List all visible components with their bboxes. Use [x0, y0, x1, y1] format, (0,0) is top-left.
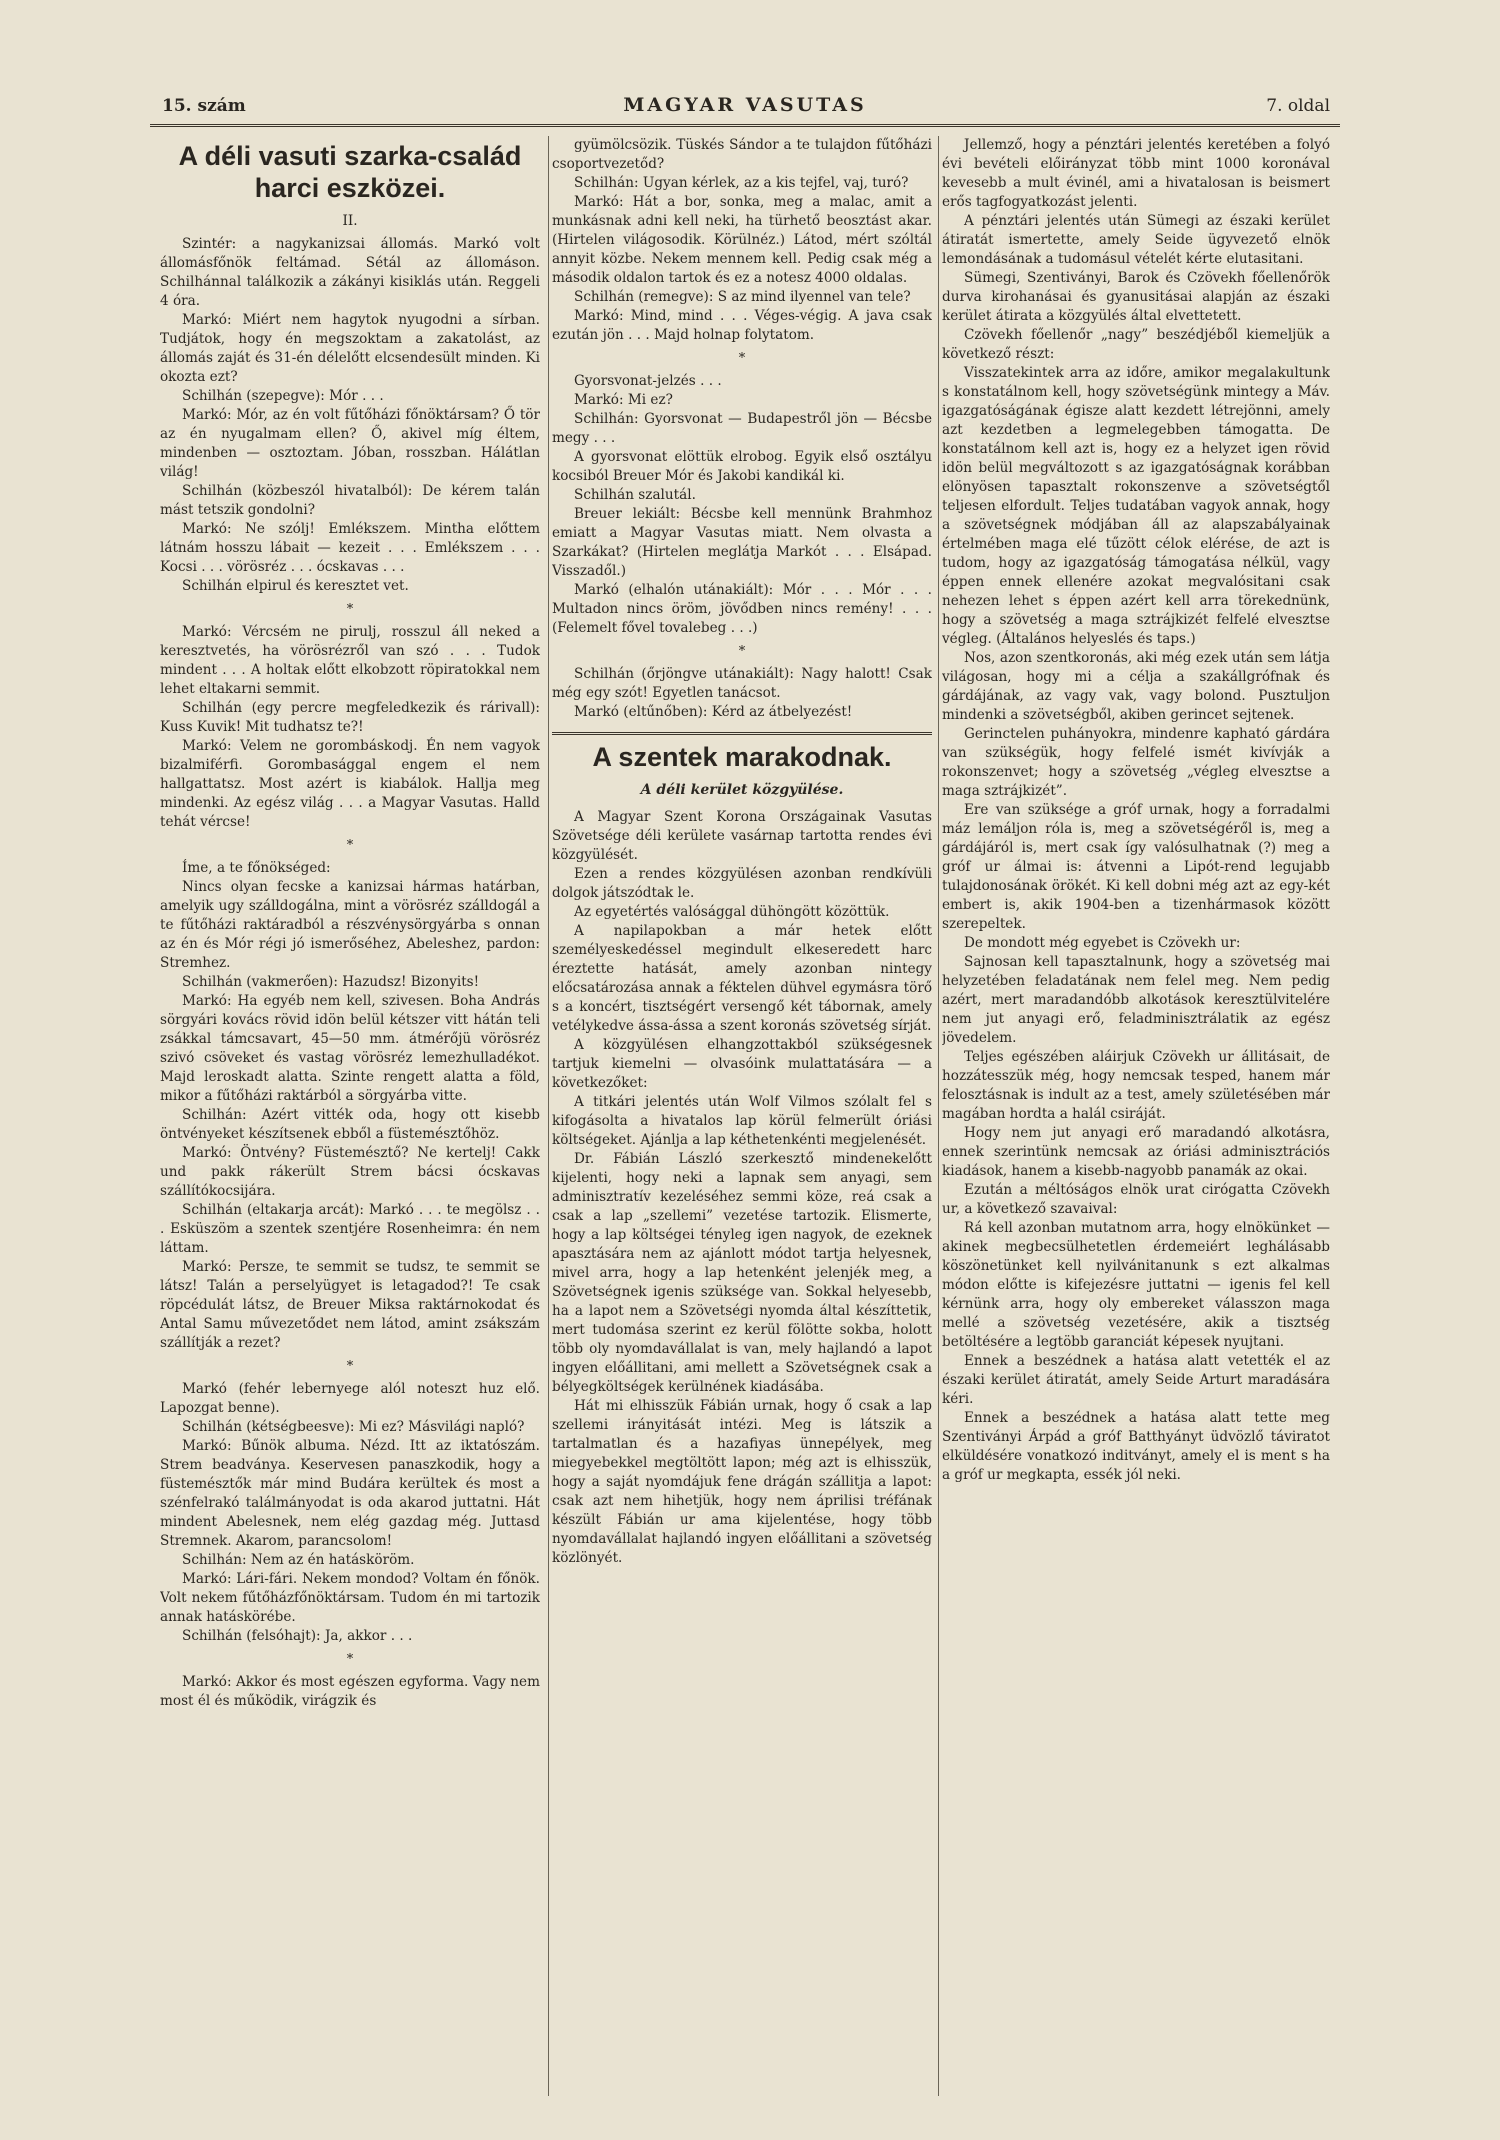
paragraph: Dr. Fábián László szerkesztő mindenekelőtt kijelenti, hogy neki a lapnak sem anyagi, sem adminisztratív kezeléséhez semmi köze, reá csak a csak a lap „szellemi” vezetése tartozik. Elismerte, hogy a lap költségei tényleg igen nagyok, de ezeknek apasztására nem az ajánlott módot tartja helyesnek, mivel arra, hogy a lap hetenként jelenjék meg, a Szövetségnek igenis szüksége van. Sokkal helyesebb, ha a lapot nem a Szövetségi nyomda által készíttetik, mert tudomása szerint ez kerül fölötte sokba, holott több oly nyomdavállalat is van, mely hajlandó a lapot ingyen előállitani, ami mellett a Szövetségnek csak a bélyegköltségek kerülnének kiadásába.	[552, 1151, 932, 1395]
paragraph: A pénztári jelentés után Sümegi az északi kerület átiratát ismertette, amely Seide ügyvezető elnök lemondásának a tudomásul vételét kérte elutasitani.	[942, 213, 1330, 267]
paragraph: Visszatekintek arra az időre, amikor megalakultunk s konstatálnom kell, hogy szövetségünk mintegy a Máv. igazgatóságának égisze alatt kezdett létrejönni, amely azt kezdetben a legmelegebben támogatta. De konstatálnom kell azt is, hogy ez a helyzet igen rövid idön belül megváltozott s az igazgatóságnak korábban elönyösen tapasztalt rokonszenve a szövetségtől teljesen elfordult. Teljes tudatában vagyok annak, hogy a szövetségnek módjában áll az alapszabályainak értelmében maga elé tűzött célok elérése, de azt is tudom, hogy az igazgatóság támogatása nélkül, vagy éppen ennek ellenére azokat megvalósitani csak nehezen lehet s éppen azért kell arra törekednünk, hogy a szövetség a maga sztrájkizét felfelé elvesztse végleg. (Általános helyeslés és taps.)	[942, 365, 1330, 647]
issue-number: 15. szám	[162, 96, 246, 116]
paragraph: Az egyetértés valósággal dühöngött közöttük.	[574, 904, 890, 920]
section-star: *	[346, 1652, 354, 1667]
paragraph: Ere van szüksége a gróf urnak, hogy a forradalmi máz lemáljon róla is, meg a szövetségéről is, meg a gárdájáról is, mert csak így valósulhatnak (?) meg a gróf ur álmai is: átvenni a Lipót-rend legujabb tulajdonosának örökét. Ki kell dobni még azt az egy-két embert is, akik 1904-ben a tizenhármasok között szerepeltek.	[942, 802, 1330, 932]
page-header	[150, 90, 1340, 127]
article-2-body	[552, 808, 932, 1568]
article-1-body	[160, 235, 540, 1711]
paragraph: Schilhán: Gyorsvonat — Budapestről jön — Bécsbe megy . . .	[552, 411, 932, 446]
paragraph: Schilhán (egy percre megfeledkezik és rárivall): Kuss Kuvik! Mit tudhatsz te?!	[160, 700, 540, 735]
paragraph: Markó: Vércsém ne pirulj, rosszul áll neked a keresztvetés, ha vörösrézről van szó . . . Tudok mindent . . . A holtak előtt elkobzott röpiratokkal nem lehet eltakarni semmit.	[160, 624, 540, 697]
paragraph: Breuer lekiált: Bécsbe kell mennünk Brahmhoz emiatt a Magyar Vasutas miatt. Nem olvasta a Szarkákat? (Hirtelen meglátja Markót . . . Elsápad. Visszadől.)	[552, 506, 932, 579]
paragraph: Markó: Ne szólj! Emlékszem. Mintha előttem látnám hosszu lábait — kezeit . . . Emlékszem . . . Kocsi . . . vörösréz . . . ócskavas . . .	[160, 521, 540, 575]
paragraph: Sümegi, Szentiványi, Barok és Czövekh főellenőrök durva kirohanásai és gyanusitásai alapján az északi kerület átirata a közgyülés által elvettetett.	[942, 270, 1330, 324]
paragraph: Schilhán: Ugyan kérlek, az a kis tejfel, vaj, turó?	[574, 175, 909, 191]
paragraph: Markó (fehér lebernyege alól noteszt huz elő. Lapozgat benne).	[160, 1381, 540, 1416]
paragraph: Sajnosan kell tapasztalnunk, hogy a szövetség mai helyzetében feladatának nem felel meg. Nem pedig azért, mert maradandóbb alkotások keresztülvitelére nem jut anyagi erő, feladminisztrálatik az egész jövedelem.	[942, 954, 1330, 1046]
paragraph: A gyorsvonat elöttük elrobog. Egyik első osztályu kocsiból Breuer Mór és Jakobi kandikál ki.	[552, 449, 932, 484]
paragraph: Schilhán: Azért vitték oda, hogy ott kisebb öntvényeket készítsenek ebből a füstemésztőhöz.	[160, 1107, 540, 1142]
article-1-part: II.	[342, 213, 358, 229]
paragraph: Markó (elhalón utánakiált): Mór . . . Mór . . . Multadon nincs öröm, jövődben nincs remény! . . . (Felemelt fővel tovalebeg . . .)	[552, 582, 932, 636]
article-2-continuation	[942, 136, 1330, 1485]
column-divider	[548, 136, 549, 2096]
section-star: *	[346, 602, 354, 617]
paragraph: Czövekh főellenőr „nagy” beszédjéből kiemeljük a következő részt:	[942, 327, 1330, 362]
paragraph: De mondott még egyebet is Czövekh ur:	[964, 935, 1241, 951]
paragraph: Ezen a rendes közgyülésen azonban rendkívüli dolgok játszódtak le.	[552, 866, 932, 901]
paragraph: gyümölcsözik. Tüskés Sándor a te tulajdon fűtőházi csoportvezetőd?	[552, 137, 932, 172]
column-3	[942, 136, 1330, 2106]
article-2-subtitle: A déli kerület közgyülése.	[640, 782, 844, 798]
paragraph: Rá kell azonban mutatnom arra, hogy elnökünket — akinek megbecsülhetetlen érdemeiért leghálásabb köszönetünket kell nyilvánitanunk s ezt alkalmas módon előtte is kifejezésre juttatni — igenis fel kell kérnünk arra, hogy oly embereket válasszon maga mellé a szövetség vezetésére, akik a tisztség betöltésére a legtöbb garanciát képesek nyujtani.	[942, 1220, 1330, 1350]
paragraph: Gyorsvonat-jelzés . . .	[574, 373, 722, 389]
section-star: *	[738, 351, 746, 366]
paragraph: Schilhán (közbeszól hivatalból): De kérem talán mást tetszik gondolni?	[160, 483, 540, 518]
paragraph: Markó: Velem ne gorombáskodj. Én nem vagyok bizalmiférfi. Gorombasággal engem el nem hallgattatsz. Most azért is kiabálok. Hallja meg mindenki. Az egész világ . . . a Magyar Vasutas. Halld tehát vércse!	[160, 738, 540, 830]
newspaper-page	[150, 90, 1340, 2110]
paragraph: Íme, a te főnökséged:	[182, 860, 331, 876]
paragraph: Markó: Ha egyéb nem kell, szivesen. Boha András sörgyári kovács rövid idön belül kétszer vitt hátán teli zsákkal támcsavart, 45—50 mm. átmérőjü vörösréz szivó csöveket és vastag vörösréz lemezhulladékot. Majd leroskadt alatta. Szinte rengett alatta a föld, mikor a fűtőházi raktárból a sörgyárba vitte.	[160, 993, 540, 1104]
paragraph: Teljes egészében aláirjuk Czövekh ur állitásait, de hozzátesszük még, hogy nemcsak tesped, hanem már felosztásnak is indult az a test, amely születésében már magában hordta a halál csiráját.	[942, 1049, 1330, 1122]
paragraph: Schilhán (szepegve): Mór . . .	[182, 388, 384, 404]
paragraph: Ezután a méltóságos elnök urat cirógatta Czövekh ur, a következő szavaival:	[942, 1182, 1330, 1217]
paragraph: Schilhán: Nem az én hatásköröm.	[182, 1552, 415, 1568]
column-2	[552, 136, 932, 2106]
paragraph: A titkári jelentés után Wolf Vilmos szólalt fel s kifogásolta a hivatalos lap körül felmerült óriási költségeket. Ajánlja a lap kéthetenkénti megjelenését.	[552, 1094, 932, 1148]
column-1	[160, 136, 540, 2106]
paragraph: Schilhán (kétségbeesve): Mi ez? Másvilági napló?	[182, 1419, 525, 1435]
paragraph: Ennek a beszédnek a hatása alatt vetették el az északi kerület átiratát, amely Seide Arturt maradására kéri.	[942, 1353, 1330, 1407]
paragraph: Hát mi elhisszük Fábián urnak, hogy ő csak a lap szellemi irányitását intézi. Meg is látszik a tartalmatlan és a hazafiyas ünnepélyek, meg miegyebekkel megtöltött lapon; még azt is elhisszük, hogy a saját nyomdájuk fene drágán szállitja a lapot: csak azt nem hihetjük, hogy nem áprilisi tréfának készült Fábián ur ama kijelentése, hogy több nyomdavállalat hajlandó ingyen előállitani a szövetség közlönyét.	[552, 1398, 932, 1566]
article-separator	[552, 732, 932, 735]
paragraph: Nincs olyan fecske a kanizsai hármas határban, amelyik ugy szálldogálna, mint a vörösréz szálldogál a te fűtőházi raktáradból a részvénysörgyárba s onnan az én és Mór régi jó ismerőséhez, Abeleshez, pardon: Stremhez.	[160, 879, 540, 971]
column-divider	[938, 136, 939, 2096]
paragraph: Ennek a beszédnek a hatása alatt tette meg Szentiványi Árpád a gróf Batthyányt üdvözlő táviratot elküldésére vonatkozó inditványt, amely el is ment s ha a gróf ur megkapta, essék jól neki.	[942, 1410, 1330, 1483]
paragraph: Szintér: a nagykanizsai állomás. Markó volt állomásfőnök feltámad. Sétál az állomáson. Schilhánnal találkozik a zákányi kisiklás után. Reggeli 4 óra.	[160, 236, 540, 309]
section-star: *	[346, 838, 354, 853]
paragraph: A közgyülésen elhangzottakból szükségesnek tartjuk kiemelni — olvasóink mulattatására — a következőket:	[552, 1037, 932, 1091]
paragraph: A napilapokban a már hetek előtt személyeskedéssel megindult elkeseredett harc éreztette hatását, amely azonban nintegy előcsatározása annak a féktelen dühvel egymásra törő s a koncért, tisztségért versengő két tábornak, amely vetélykedve ássa-ássa a szent koronás szövetség sírját.	[552, 923, 932, 1034]
section-star: *	[738, 644, 746, 659]
paragraph: Hogy nem jut anyagi erő maradandó alkotásra, ennek szerintünk nemcsak az óriási adminisztrációs kiadások, hanem a kisebb-nagyobb panamák az okai.	[942, 1125, 1330, 1179]
page-number: 7. oldal	[1266, 96, 1330, 116]
article-2-title: A szentek marakodnak.	[592, 742, 892, 772]
paragraph: Schilhán (felsóhajt): Ja, akkor . . .	[182, 1628, 413, 1644]
paragraph: Markó: Mór, az én volt fűtőházi főnöktársam? Ő tör az én nyugalmam ellen? Ő, akivel míg éltem, mindenben — osztoztam. Jóban, rosszban. Hálátlan világ!	[160, 407, 540, 480]
article-1-title: A déli vasuti szarka-család harci eszközei.	[178, 141, 522, 203]
paragraph: Markó: Öntvény? Füstemésztő? Ne kertelj! Cakk und pakk rákerült Strem bácsi ócskavas szállítókocsijára.	[160, 1145, 540, 1199]
paragraph: A Magyar Szent Korona Országainak Vasutas Szövetsége déli kerülete vasárnap tartotta rendes évi közgyülését.	[552, 809, 932, 863]
paragraph: Schilhán (remegve): S az mind ilyennel van tele?	[574, 289, 911, 305]
article-1-continuation	[552, 136, 932, 722]
paragraph: Schilhán (vakmerően): Hazudsz! Bizonyits!	[182, 974, 480, 990]
paragraph: Gerinctelen puhányokra, mindenre kapható gárdára van szükségük, hogy felfelé ismét kivívják a rokonszenvet; hogy a szövetség „végleg elvesztse a maga sztrájkizét”.	[942, 726, 1330, 799]
paragraph: Markó: Bűnök albuma. Nézd. Itt az iktatószám. Strem beadványa. Keservesen panaszkodik, hogy a füstemésztők már mind Budára kerültek és most a szénfelrakó találmányodat is oda akarod juttatni. Hát mindent Abelesnek, nem elég gazdag még. Juttasd Stremnek. Akarom, parancsolom!	[160, 1438, 540, 1549]
paragraph: Markó: Miért nem hagytok nyugodni a sírban. Tudjátok, hogy én megszoktam a zakatolást, az állomás zaját és 31-én délelőtt elcsendesült minden. Ki okozta ezt?	[160, 312, 540, 385]
paragraph: Markó: Hát a bor, sonka, meg a malac, amit a munkásnak adni kell neki, ha türhető beosztást akar. (Hirtelen világosodik. Körülnéz.) Látod, mért szóltál annyit közbe. Nekem mennem kell. Pedig csak még a második oldalon tartok és ez a notesz 4000 oldalas.	[552, 194, 932, 286]
paragraph: Nos, azon szentkoronás, aki még ezek után sem látja világosan, hogy mi a célja a szakállgrófnak és gárdájának, az vagy vak, vagy bolond. Pusztuljon mindenki a szövetségből, akiben gerincet sejtenek.	[942, 650, 1330, 723]
paragraph: Schilhán (őrjöngve utánakiált): Nagy halott! Csak még egy szót! Egyetlen tanácsot.	[552, 666, 932, 701]
paragraph: Markó: Persze, te semmit se tudsz, te semmit se látsz! Talán a perselyügyet is letagadod?! Te csak röpcédulát látsz, de Breuer Miksa raktárnokodat és Antal Samu művezetődet nem látod, amint zsákszám szállítják a rezet?	[160, 1259, 540, 1351]
paragraph: Schilhán elpirul és keresztet vet.	[182, 578, 409, 594]
paragraph: Markó: Mi ez?	[574, 392, 673, 408]
paragraph: Markó: Lári-fári. Nekem mondod? Voltam én főnök. Volt nekem fűtőházfőnöktársam. Tudom én mi tartozik annak hatáskörébe.	[160, 1571, 540, 1625]
paragraph: Markó (eltűnőben): Kérd az átbelyezést!	[574, 704, 853, 720]
paragraph: Markó: Mind, mind . . . Véges-végig. A java csak ezután jön . . . Majd holnap folytatom.	[552, 308, 932, 343]
masthead: MAGYAR VASUTAS	[623, 94, 867, 116]
paragraph: Jellemző, hogy a pénztári jelentés keretében a folyó évi bevételi előirányzat több mint 1000 koronával kevesebb a mult évinél, ami a hivatalosan is beismert erős tagfogyatkozást jelenti.	[942, 137, 1330, 210]
paragraph: Schilhán szalutál.	[574, 487, 696, 503]
section-star: *	[346, 1359, 354, 1374]
paragraph: Schilhán (eltakarja arcát): Markó . . . te megölsz . . . Esküszöm a szentek szentjére Rosenheimra: én nem láttam.	[160, 1202, 540, 1256]
paragraph: Markó: Akkor és most egészen egyforma. Vagy nem most él és működik, virágzik és	[160, 1674, 540, 1709]
